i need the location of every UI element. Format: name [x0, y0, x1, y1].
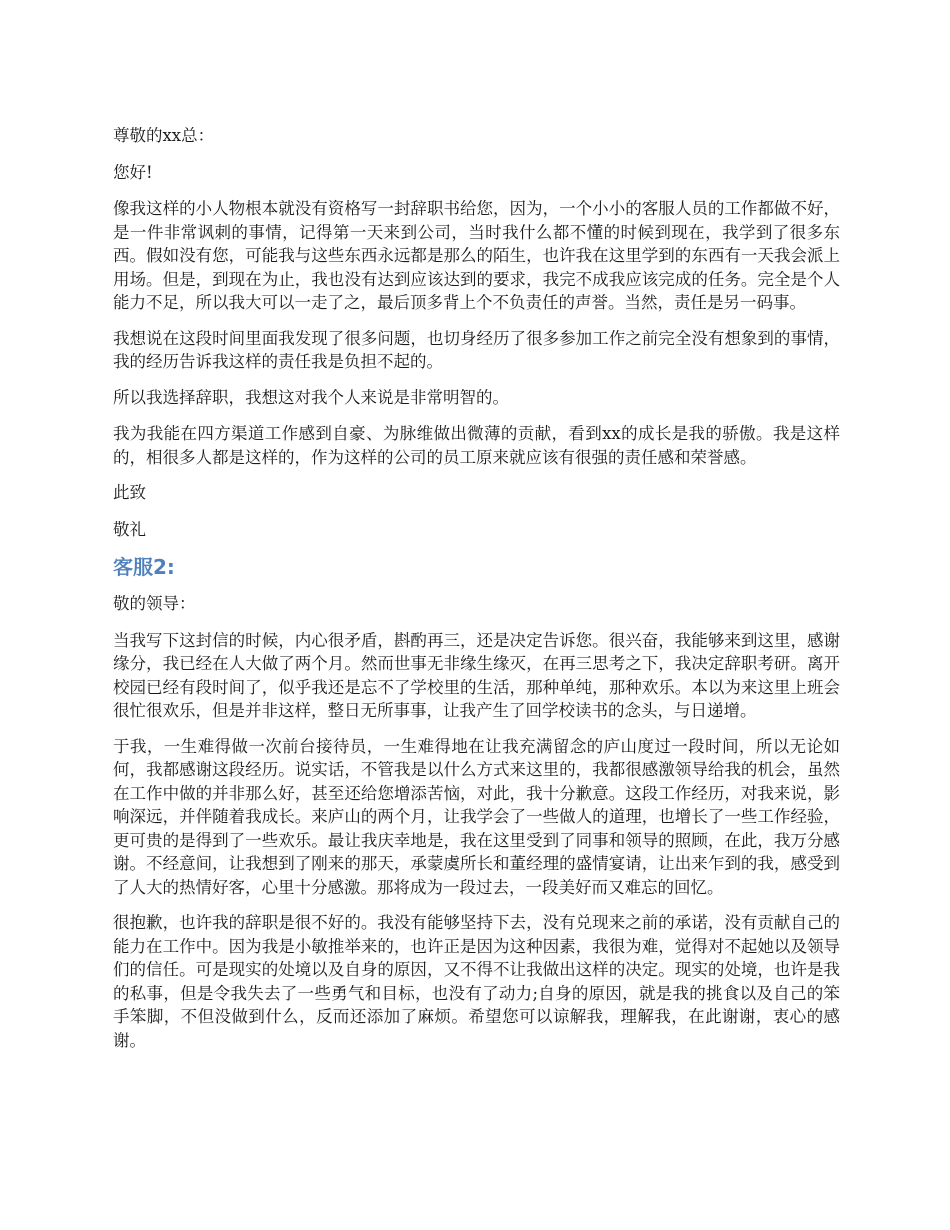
letter2-salutation: 敬的领导：: [113, 594, 196, 613]
letter2-paragraph-2: 于我，一生难得做一次前台接待员，一生难得地在让我充满留念的庐山度过一段时间，所以无论如何，我都感谢这段经历。说实话，不管我是以什么方式来这里的，我都很感激领导给我的机会，虽然在工作中做的并非那么好，甚至还给您增添苦恼，对此，我十分歉意。这段工作经历，对我来说，影响深远，并伴随着我成长。来庐山的两个月，让我学会了一些做人的道理，也增长了一些工作经验，更可贵的是得到了一些欢乐。最让我庆幸地是，我在这里受到了同事和领导的照顾，在此，我万分感谢。不经意间，让我想到了刚来的那天，承蒙虞所长和董经理的盛情宴请，让出来乍到的我，感受到了人大的热情好客，心里十分感激。那将成为一段过去，一段美好而又难忘的回忆。: [113, 736, 840, 897]
document-page: [113, 124, 840, 1064]
letter1-closing-cizhi: 此致: [113, 483, 146, 502]
letter1-paragraph-4: 我为我能在四方渠道工作感到自豪、为脉维做出微薄的贡献，看到xx的成长是我的骄傲。我是这样的，相很多人都是这样的，作为这样的公司的员工原来就应该有很强的责任感和荣誉感。: [113, 424, 840, 467]
letter1-paragraph-1: 像我这样的小人物根本就没有资格写一封辞职书给您，因为，一个小小的客服人员的工作都做不好，是一件非常讽刺的事情，记得第一天来到公司，当时我什么都不懂的时候到现在，我学到了很多东西。假如没有您，可能我与这些东西永远都是那么的陌生，也许我在这里学到的东西有一天我会派上用场。但是，到现在为止，我也没有达到应该达到的要求，我完不成我应该完成的任务。完全是个人能力不足，所以我大可以一走了之，最后顶多背上个不负责任的声誉。当然，责任是另一码事。: [113, 199, 840, 312]
letter1-greeting: 您好!: [113, 162, 153, 182]
section-heading-kefu-2: 客服2:: [113, 555, 175, 579]
letter1-paragraph-2: 我想说在这段时间里面我发现了很多问题，也切身经历了很多参加工作之前完全没有想象到的事情，我的经历告诉我这样的责任我是负担不起的。: [113, 328, 840, 371]
letter2-paragraph-3: 很抱歉，也许我的辞职是很不好的。我没有能够坚持下去，没有兑现来之前的承诺，没有贡献自己的能力在工作中。因为我是小敏推举来的，也许正是因为这种因素，我很为难，觉得对不起她以及领导们的信任。可是现实的处境以及自身的原因，又不得不让我做出这样的决定。现实的处境，也许是我的私事，但是令我失去了一些勇气和目标，也没有了动力;自身的原因，就是我的挑食以及自己的笨手笨脚，不但没做到什么，反而还添加了麻烦。希望您可以谅解我，理解我，在此谢谢，衷心的感谢。: [113, 913, 840, 1050]
letter1-paragraph-3: 所以我选择辞职，我想这对我个人来说是非常明智的。: [113, 387, 509, 407]
letter1-salutation: 尊敬的xx总：: [113, 126, 215, 145]
letter1-closing-jingli: 敬礼: [113, 519, 146, 539]
letter2-paragraph-1: 当我写下这封信的时候，内心很矛盾，斟酌再三，还是决定告诉您。很兴奋，我能够来到这里，感谢缘分，我已经在人大做了两个月。然而世事无非缘生缘灭，在再三思考之下，我决定辞职考研。离开校园已经有段时间了，似乎我还是忘不了学校里的生活，那种单纯，那种欢乐。本以为来这里上班会很忙很欢乐，但是并非这样，整日无所事事，让我产生了回学校读书的念头，与日递增。: [113, 630, 840, 720]
